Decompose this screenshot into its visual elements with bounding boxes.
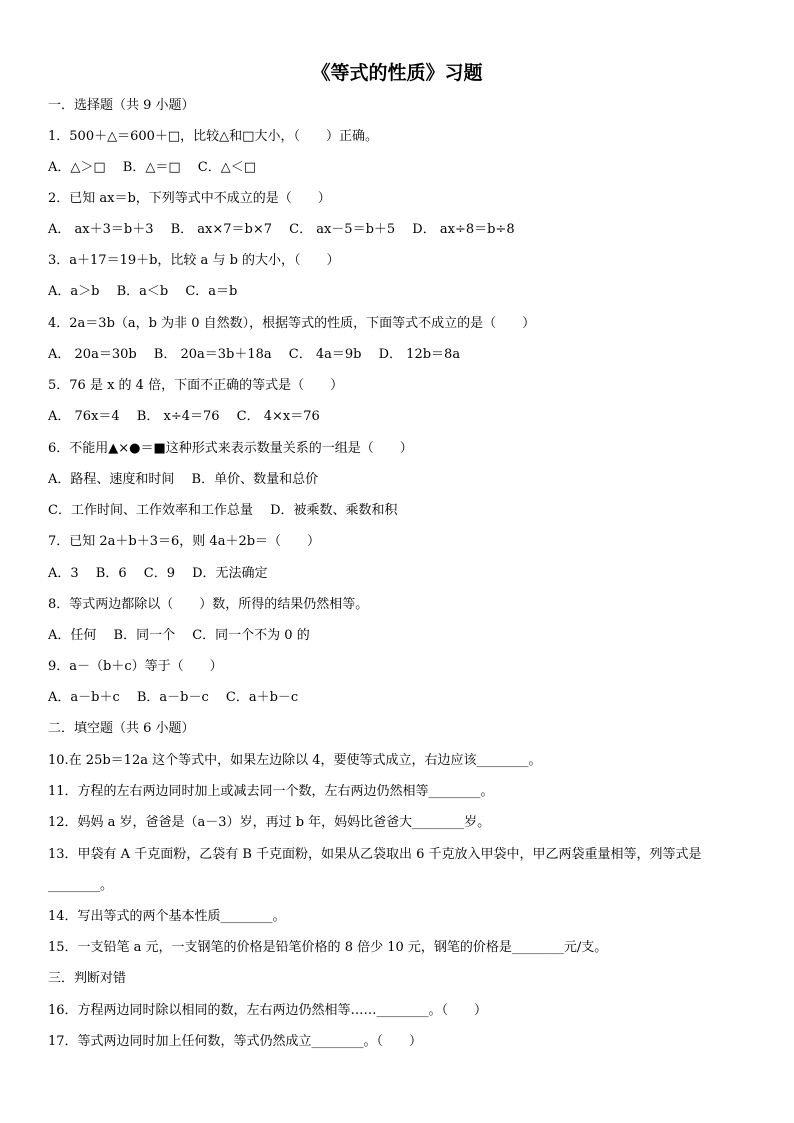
question-8: 8．等式两边都除以（ ）数，所得的结果仍然相等。	[48, 597, 369, 612]
question-5-options: A． 76x＝4 B． x÷4＝76 C． 4×x＝76	[48, 409, 320, 424]
question-6-options-cd: C．工作时间、工作效率和工作总量 D．被乘数、乘数和积	[48, 503, 398, 518]
question-3: 3．a＋17＝19＋b，比较 a 与 b 的大小，（ ）	[48, 253, 340, 268]
section-heading-choice: 一．选择题（共 9 小题）	[48, 98, 195, 113]
question-4: 4．2a＝3b（a，b 为非 0 自然数），根据等式的性质，下面等式不成立的是（ ）	[48, 316, 536, 331]
question-1: 1．500＋△＝600＋□，比较△和□大小，（ ）正确。	[48, 129, 378, 144]
question-12: 12．妈妈 a 岁，爸爸是（a－3）岁，再过 b 年，妈妈比爸爸大________岁。	[48, 815, 491, 830]
question-5: 5．76 是 x 的 4 倍，下面不正确的等式是（ ）	[48, 378, 344, 393]
question-9: 9．a－（b＋c）等于（ ）	[48, 659, 223, 674]
question-17: 17．等式两边同时加上任何数，等式仍然成立________。（ ）	[48, 1034, 423, 1049]
question-11: 11．方程的左右两边同时加上或减去同一个数，左右两边仍然相等________。	[48, 784, 494, 799]
question-16: 16．方程两边同时除以相同的数，左右两边仍然相等……________。（ ）	[48, 1003, 488, 1018]
question-3-options: A．a＞b B．a＜b C．a＝b	[48, 284, 238, 299]
question-10: 10.在 25b＝12a 这个等式中，如果左边除以 4，要使等式成立，右边应该________。	[48, 753, 542, 768]
question-9-options: A．a－b＋c B．a－b－c C．a＋b－c	[48, 690, 299, 705]
question-13: 13．甲袋有 A 千克面粉，乙袋有 B 千克面粉，如果从乙袋取出 6 千克放入甲袋中，甲乙两袋重量相等，列等式是	[48, 847, 702, 862]
question-13-continued: ________。	[48, 878, 114, 893]
section-heading-fill: 二．填空题（共 6 小题）	[48, 721, 195, 736]
question-7: 7．已知 2a＋b＋3＝6，则 4a＋2b＝（ ）	[48, 534, 321, 549]
question-1-options: A．△＞□ B．△＝□ C．△＜□	[48, 160, 256, 175]
question-8-options: A．任何 B．同一个 C．同一个不为 0 的	[48, 628, 310, 643]
section-heading-judge: 三．判断对错	[48, 971, 127, 986]
question-7-options: A．3 B．6 C．9 D．无法确定	[48, 566, 268, 581]
question-4-options: A． 20a＝30b B． 20a＝3b＋18a C． 4a＝9b D． 12b＝8a	[48, 347, 461, 362]
question-15: 15．一支铅笔 a 元，一支钢笔的价格是铅笔价格的 8 倍少 10 元，钢笔的价格是________元/支。	[48, 940, 608, 955]
question-6: 6．不能用▲×●＝■这种形式来表示数量关系的一组是（ ）	[48, 441, 413, 456]
question-2: 2．已知 ax＝b，下列等式中不成立的是（ ）	[48, 191, 331, 206]
question-2-options: A． ax＋3＝b＋3 B． ax×7＝b×7 C． ax－5＝b＋5 D． ax÷8＝b÷8	[48, 222, 515, 237]
question-6-options-ab: A．路程、速度和时间 B．单价、数量和总价	[48, 472, 319, 487]
document-title: 《等式的性质》习题	[311, 62, 483, 84]
question-14: 14．写出等式的两个基本性质________。	[48, 909, 286, 924]
